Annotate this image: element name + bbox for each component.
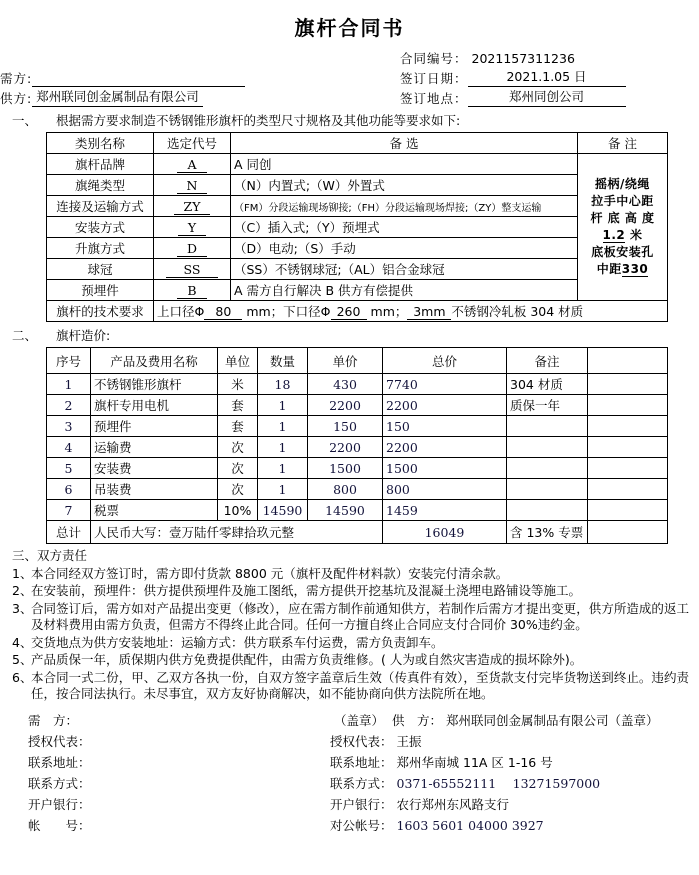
price-qty: 1 — [258, 479, 308, 500]
price-col-unit: 单位 — [218, 348, 258, 374]
price-no: 1 — [47, 374, 91, 395]
tech-requirement-row — [47, 301, 668, 322]
price-item: 吊装费 — [91, 479, 218, 500]
contract-no-row — [0, 47, 699, 67]
buyer-label: 需方: — [0, 71, 33, 86]
spec-name: 预埋件 — [47, 280, 154, 301]
supplier-value[interactable]: 郑州联同创金属制品有限公司 — [32, 87, 203, 107]
table-row — [47, 175, 668, 196]
spec-options: A 需方自行解决 B 供方有偿提供 — [231, 280, 578, 301]
clause-number: 6、 — [12, 669, 33, 685]
total-amount: 16049 — [383, 521, 507, 544]
total-label: 总计 — [47, 521, 91, 544]
tech-top-value[interactable]: 80 — [204, 304, 242, 320]
spec-remark-merged — [578, 154, 668, 301]
price-total: 2200 — [383, 395, 507, 416]
signature-row — [28, 794, 699, 815]
price-unit: 次 — [218, 458, 258, 479]
tech-thickness-value[interactable]: 3mm — [407, 304, 451, 320]
buyer-bank-label: 开户银行： — [28, 796, 91, 812]
price-remark: 质保一年 — [507, 395, 588, 416]
price-total: 7740 — [383, 374, 507, 395]
section-2-index: 二、 — [12, 328, 38, 343]
clause-item — [12, 601, 689, 634]
remark-spacing-label: 中距 — [596, 262, 622, 276]
price-unit: 套 — [218, 416, 258, 437]
price-extra — [588, 395, 668, 416]
price-unit: 10% — [218, 500, 258, 521]
price-remark — [507, 416, 588, 437]
header-meta — [0, 47, 699, 107]
signature-row — [28, 752, 699, 773]
price-item: 运输费 — [91, 437, 218, 458]
price-extra — [588, 479, 668, 500]
buyer-address-value[interactable] — [91, 752, 95, 773]
clause-number: 1、 — [12, 565, 33, 581]
responsibilities-section — [0, 548, 699, 703]
tech-value — [154, 301, 668, 322]
table-row — [47, 280, 668, 301]
spec-code[interactable]: A — [154, 154, 231, 175]
remark-line-3: 杆 底 高 度 — [590, 211, 655, 225]
tech-unit-label: mm； — [370, 304, 408, 319]
price-item: 旗杆专用电机 — [91, 395, 218, 416]
supplier-account-value: 1603 5601 04000 3927 — [396, 817, 544, 833]
supplier-contact-label: 联系方式： — [330, 775, 393, 791]
price-total: 1459 — [383, 500, 507, 521]
clause-item — [12, 670, 689, 703]
clause-item — [12, 652, 689, 669]
price-total: 1500 — [383, 458, 507, 479]
supplier-rep-label: 授权代表： — [330, 733, 393, 749]
price-no: 4 — [47, 437, 91, 458]
price-extra — [588, 458, 668, 479]
sign-place-value[interactable]: 郑州同创公司 — [468, 87, 626, 107]
price-remark — [507, 500, 588, 521]
table-row — [47, 238, 668, 259]
price-item: 不锈钢锥形旗杆 — [91, 374, 218, 395]
supplier-rep-value: 王振 — [396, 733, 422, 749]
page-title: 旗杆合同书 — [294, 16, 405, 40]
price-col-extra — [588, 348, 668, 374]
spec-col-remark: 备 注 — [578, 133, 668, 154]
price-unit-price: 2200 — [308, 437, 383, 458]
price-item: 税票 — [91, 500, 218, 521]
price-no: 2 — [47, 395, 91, 416]
price-col-no: 序号 — [47, 348, 91, 374]
spec-code[interactable]: SS — [154, 259, 231, 280]
spec-name: 连接及运输方式 — [47, 196, 154, 217]
price-total: 800 — [383, 479, 507, 500]
price-unit: 次 — [218, 479, 258, 500]
price-col-remark: 备注 — [507, 348, 588, 374]
clause-item — [12, 635, 689, 652]
price-no: 5 — [47, 458, 91, 479]
price-col-item: 产品及费用名称 — [91, 348, 218, 374]
supplier-bank-label: 开户银行： — [330, 796, 393, 812]
table-row — [47, 416, 668, 437]
spec-code[interactable]: Y — [154, 217, 231, 238]
signature-row — [28, 815, 699, 836]
buyer-sign-label: 需 方： — [28, 712, 79, 728]
spec-options: A 同创 — [231, 154, 578, 175]
buyer-seal-mark: （盖章） — [334, 712, 385, 728]
buyer-account-value[interactable] — [91, 815, 95, 836]
price-total: 2200 — [383, 437, 507, 458]
price-item: 安装费 — [91, 458, 218, 479]
price-no: 3 — [47, 416, 91, 437]
price-no: 7 — [47, 500, 91, 521]
price-unit-price: 430 — [308, 374, 383, 395]
clause-text: 交货地点为供方安装地址：运输方式：供方联系车付运费，需方负责卸车。 — [31, 634, 444, 650]
section-2-text: 旗杆造价: — [56, 328, 111, 343]
spec-code[interactable]: N — [154, 175, 231, 196]
price-col-price: 单价 — [308, 348, 383, 374]
price-item: 预埋件 — [91, 416, 218, 437]
price-qty: 18 — [258, 374, 308, 395]
signature-row — [28, 773, 699, 794]
buyer-contact-label: 联系方式： — [28, 775, 91, 791]
price-unit: 次 — [218, 437, 258, 458]
spec-name: 升旗方式 — [47, 238, 154, 259]
buyer-bank-value[interactable] — [91, 794, 95, 815]
price-qty: 1 — [258, 437, 308, 458]
clause-number: 2、 — [12, 583, 33, 598]
supplier-address-value: 郑州华南城 11A 区 1-16 号 — [396, 754, 553, 770]
price-qty: 1 — [258, 416, 308, 437]
buyer-account-label: 帐 号： — [28, 817, 91, 833]
supplier-sign-label: 供 方： — [392, 712, 443, 728]
price-qty: 1 — [258, 458, 308, 479]
price-unit-price: 1500 — [308, 458, 383, 479]
remark-spacing-value[interactable]: 330 — [621, 262, 649, 276]
spec-header-row — [47, 133, 668, 154]
tech-top-label: 上口径Φ — [157, 304, 205, 319]
price-total-row — [47, 521, 668, 544]
supplier-sign-value: 郑州联同创金属制品有限公司（盖章） — [446, 712, 659, 728]
remark-line-2: 拉手中心距 — [591, 194, 654, 208]
clause-number: 3、 — [12, 600, 33, 616]
spec-options: （C）插入式;（Y）预埋式 — [231, 217, 578, 238]
remark-height-unit: 米 — [629, 228, 643, 242]
price-extra — [588, 437, 668, 458]
clause-text: 合同签订后，需方如对产品提出变更（修改），应在需方制作前通知供方，若制作后需方才提出变更，供方所造成的返工及材料费用由需方负责，但需方不得终止此合同。任何一方擅自终止合同应支付合同价 30%违约金。 — [31, 600, 689, 632]
table-row — [47, 374, 668, 395]
supplier-address-label: 联系地址： — [330, 754, 393, 770]
total-remark: 含 13% 专票 — [507, 521, 588, 544]
clause-number: 5、 — [12, 652, 33, 667]
spec-name: 安装方式 — [47, 217, 154, 238]
supplier-row — [0, 87, 699, 107]
spec-col-options: 备 选 — [231, 133, 578, 154]
spec-options: （D）电动;（S）手动 — [231, 238, 578, 259]
price-col-total: 总价 — [383, 348, 507, 374]
price-remark — [507, 458, 588, 479]
price-unit-price: 2200 — [308, 395, 383, 416]
remark-line-5: 底板安装孔 — [591, 245, 654, 259]
spec-name: 旗杆品牌 — [47, 154, 154, 175]
supplier-bank-value: 农行郑州东风路支行 — [396, 796, 510, 812]
table-row — [47, 217, 668, 238]
buyer-address-label: 联系地址： — [28, 754, 91, 770]
buyer-row — [0, 67, 699, 87]
section-2-heading — [0, 326, 699, 344]
table-row — [47, 395, 668, 416]
table-row — [47, 154, 668, 175]
table-row — [47, 437, 668, 458]
price-remark — [507, 437, 588, 458]
section-1-index: 一、 — [12, 113, 38, 128]
contract-no-value: 2021157311236 — [471, 51, 575, 66]
remark-height-value[interactable]: 1.2 — [602, 228, 626, 242]
price-unit-price: 14590 — [308, 500, 383, 521]
price-table — [46, 347, 668, 544]
table-row — [47, 500, 668, 521]
contract-no-label: 合同编号： — [400, 51, 468, 66]
buyer-rep-value[interactable] — [91, 731, 95, 752]
clause-item — [12, 583, 689, 600]
total-extra — [588, 521, 668, 544]
section-1-text: 根据需方要求制造不锈钢锥形旗杆的类型尺寸规格及其他功能等要求如下: — [56, 113, 461, 128]
tech-bottom-value[interactable]: 260 — [331, 304, 367, 320]
clause-text: 本合同经双方签订时，需方即付货款 8800 元（旗杆及配件材料款）安装完付清余款。 — [31, 565, 509, 581]
signature-block — [0, 710, 699, 836]
tech-material: 不锈钢冷轧板 304 材质 — [451, 304, 584, 319]
sign-date-label: 签订日期： — [400, 71, 468, 86]
price-total: 150 — [383, 416, 507, 437]
spec-options: （SS）不锈钢球冠;（AL）铝合金球冠 — [231, 259, 578, 280]
section-1-heading — [0, 111, 699, 129]
table-row — [47, 479, 668, 500]
table-row — [47, 196, 668, 217]
sign-date-value[interactable]: 2021.1.05 日 — [468, 67, 626, 87]
clause-text: 在安装前，预埋件：供方提供预埋件及施工图纸，需方提供开挖基坑及混凝土浇埋电路铺设等施工。 — [31, 583, 582, 598]
price-unit-price: 800 — [308, 479, 383, 500]
price-unit: 套 — [218, 395, 258, 416]
price-no: 6 — [47, 479, 91, 500]
spec-col-name: 类别名称 — [47, 133, 154, 154]
price-header-row — [47, 348, 668, 374]
supplier-label: 供方: — [0, 91, 33, 106]
price-remark: 304 材质 — [507, 374, 588, 395]
price-extra — [588, 416, 668, 437]
sign-place-label: 签订地点： — [400, 91, 468, 106]
spec-name: 球冠 — [47, 259, 154, 280]
price-remark — [507, 479, 588, 500]
price-col-qty: 数量 — [258, 348, 308, 374]
clause-text: 产品质保一年，质保期内供方免费提供配件，由需方负责维修。( 人为或自然灾害造成的损坏除外)。 — [31, 652, 583, 667]
total-amount-words: 人民币大写：壹万陆仟零肆拾玖元整 — [91, 521, 383, 544]
table-row — [47, 259, 668, 280]
spec-code[interactable]: B — [154, 280, 231, 301]
spec-table — [46, 132, 668, 322]
buyer-rep-label: 授权代表： — [28, 733, 91, 749]
spec-name: 旗绳类型 — [47, 175, 154, 196]
remark-line-1: 摇柄/绕绳 — [595, 177, 650, 191]
price-extra — [588, 500, 668, 521]
price-unit: 米 — [218, 374, 258, 395]
supplier-contact-value: 0371-65552111 13271597000 — [396, 775, 601, 791]
signature-row — [28, 731, 699, 752]
spec-code[interactable]: D — [154, 238, 231, 259]
supplier-account-label: 对公帐号： — [330, 817, 393, 833]
spec-options: （N）内置式;（W）外置式 — [231, 175, 578, 196]
buyer-sign-value[interactable] — [78, 710, 82, 731]
remark-line-6 — [581, 261, 664, 278]
tech-mid-label: mm；下口径Φ — [246, 304, 331, 319]
price-qty: 1 — [258, 395, 308, 416]
price-extra — [588, 374, 668, 395]
clause-number: 4、 — [12, 634, 33, 650]
clause-text: 本合同一式二份，甲、乙双方各执一份，自双方签字盖章后生效（传真件有效），至货款支付完毕货物送到终止。违约责任，按合同法执行。未尽事宜，双方友好协商解决，如不能协商向供方法院所在地。 — [31, 669, 689, 701]
price-unit-price: 150 — [308, 416, 383, 437]
spec-code[interactable]: ZY — [154, 196, 231, 217]
signature-row — [28, 710, 699, 731]
price-qty: 14590 — [258, 500, 308, 521]
buyer-contact-value[interactable] — [91, 773, 95, 794]
spec-col-code: 选定代号 — [154, 133, 231, 154]
clause-item — [12, 566, 689, 583]
tech-label: 旗杆的技术要求 — [47, 301, 154, 322]
section-3-heading: 三、双方责任 — [12, 548, 88, 563]
spec-options: （FM）分段运输现场铆接;（FH）分段运输现场焊接;（ZY）整支运输 — [231, 196, 578, 217]
table-row — [47, 458, 668, 479]
remark-line-4 — [581, 227, 664, 244]
